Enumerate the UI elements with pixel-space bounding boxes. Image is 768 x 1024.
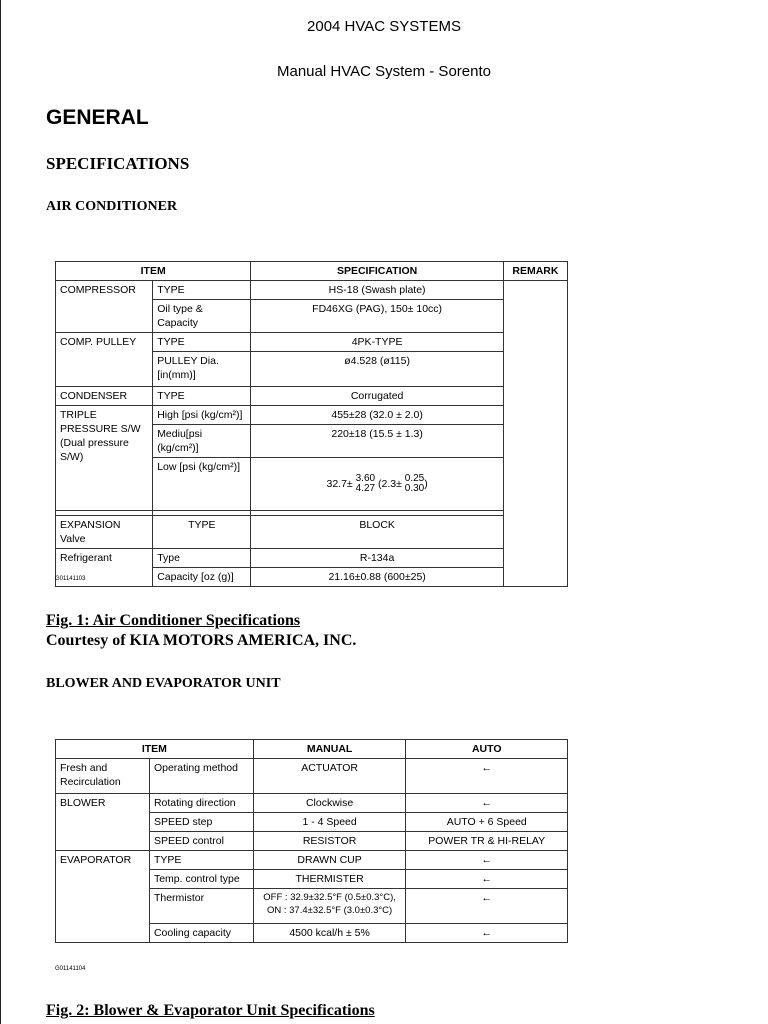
col-header-specification: SPECIFICATION (251, 262, 503, 281)
row-label-expansion-valve: EXPANSION Valve (56, 516, 153, 549)
cell-value: THERMISTER (253, 870, 406, 889)
table-row (56, 794, 568, 813)
row-label-compressor: COMPRESSOR (56, 281, 153, 333)
cell-value: R-134a (251, 549, 503, 568)
row-label-evaporator: EVAPORATOR (56, 851, 150, 943)
page-left-border (0, 0, 1, 1024)
table-row (56, 333, 568, 352)
cell-value: ← (406, 759, 568, 794)
specifications-heading: SPECIFICATIONS (46, 154, 190, 173)
cell-label: Oil type & Capacity (153, 300, 251, 333)
cell-value: 21.16±0.88 (600±25) (251, 568, 503, 587)
cell-label: TYPE (153, 516, 251, 549)
cell-value: ø4.528 (ø115) (251, 352, 503, 387)
cell-label: PULLEY Dia. [in(mm)] (153, 352, 251, 387)
cell-value-thermistor: OFF : 32.9±32.5°F (0.5±0.3°C), ON : 37.4±32.5°F (3.0±0.3°C) (253, 889, 406, 924)
cell-label: SPEED control (149, 832, 253, 851)
cell-value: 4PK-TYPE (251, 333, 503, 352)
remark-cell (503, 281, 567, 587)
cell-value: POWER TR & HI-RELAY (406, 832, 568, 851)
table-row (56, 851, 568, 870)
row-label-refrigerant: Refrigerant (56, 549, 153, 587)
blower-evaporator-heading: BLOWER AND EVAPORATOR UNIT (46, 676, 281, 691)
col-header-auto: AUTO (406, 740, 568, 759)
cell-label: Operating method (149, 759, 253, 794)
air-conditioner-spec-table (55, 261, 568, 587)
cell-label: Rotating direction (149, 794, 253, 813)
row-label-comp-pulley: COMP. PULLEY (56, 333, 153, 387)
col-header-item: ITEM (56, 262, 251, 281)
figure-id-2: G01141104 (55, 966, 86, 972)
cell-value: BLOCK (251, 516, 503, 549)
table-row (56, 759, 568, 794)
row-label-fresh-recirculation: Fresh and Recirculation (56, 759, 150, 794)
col-header-manual: MANUAL (253, 740, 406, 759)
cell-label: Thermistor (149, 889, 253, 924)
row-label-triple-pressure: TRIPLE PRESSURE S/W (Dual pressure S/W) (56, 406, 153, 511)
row-label-condenser: CONDENSER (56, 387, 153, 406)
figure-id-1: G01141103 (55, 576, 86, 582)
figure-1-title: Fig. 1: Air Conditioner Specifications (46, 612, 301, 629)
table-header-row (56, 740, 568, 759)
table-header-row (56, 262, 568, 281)
cell-label: TYPE (153, 281, 251, 300)
table-row (56, 516, 568, 549)
cell-label: Cooling capacity (149, 924, 253, 943)
cell-value: ← (406, 794, 568, 813)
figure-1-caption (46, 611, 356, 651)
cell-value: DRAWN CUP (253, 851, 406, 870)
figure-2-title: Fig. 2: Blower & Evaporator Unit Specifications (46, 1002, 375, 1019)
cell-value: RESISTOR (253, 832, 406, 851)
cell-value: ACTUATOR (253, 759, 406, 794)
blower-evaporator-spec-table (55, 739, 568, 943)
cell-label: Temp. control type (149, 870, 253, 889)
cell-label: Low [psi (kg/cm²)] (153, 458, 251, 511)
col-header-remark: REMARK (503, 262, 567, 281)
row-label-blower: BLOWER (56, 794, 150, 851)
figure-2-caption (46, 1001, 375, 1021)
table-row (56, 387, 568, 406)
cell-value: Clockwise (253, 794, 406, 813)
cell-label: Mediu[psi (kg/cm²)] (153, 425, 251, 458)
table-row (56, 549, 568, 568)
table-row (56, 406, 568, 425)
cell-value: 220±18 (15.5 ± 1.3) (251, 425, 503, 458)
table-row (56, 281, 568, 300)
cell-label: Type (153, 549, 251, 568)
cell-value: AUTO + 6 Speed (406, 813, 568, 832)
document-subtitle: Manual HVAC System - Sorento (277, 63, 491, 80)
section-general-heading: GENERAL (46, 106, 149, 129)
air-conditioner-heading: AIR CONDITIONER (46, 199, 178, 214)
cell-value: HS-18 (Swash plate) (251, 281, 503, 300)
cell-value: ← (406, 924, 568, 943)
cell-value: 4500 kcal/h ± 5% (253, 924, 406, 943)
cell-label: TYPE (153, 387, 251, 406)
cell-value: 1 - 4 Speed (253, 813, 406, 832)
cell-value: ← (406, 889, 568, 924)
col-header-item: ITEM (56, 740, 254, 759)
cell-value: FD46XG (PAG), 150± 10cc) (251, 300, 503, 333)
cell-label: TYPE (149, 851, 253, 870)
document-title: 2004 HVAC SYSTEMS (307, 18, 461, 35)
cell-label: Capacity [oz (g)] (153, 568, 251, 587)
cell-value: ← (406, 851, 568, 870)
cell-label: High [psi (kg/cm²)] (153, 406, 251, 425)
cell-value: ← (406, 870, 568, 889)
cell-value: Corrugated (251, 387, 503, 406)
cell-label: SPEED step (149, 813, 253, 832)
cell-label: TYPE (153, 333, 251, 352)
cell-value: 455±28 (32.0 ± 2.0) (251, 406, 503, 425)
cell-value-low: 32.7± 3.60 4.27 (2.3± 0.25 0.30 ) (251, 458, 503, 511)
figure-1-courtesy: Courtesy of KIA MOTORS AMERICA, INC. (46, 632, 357, 649)
